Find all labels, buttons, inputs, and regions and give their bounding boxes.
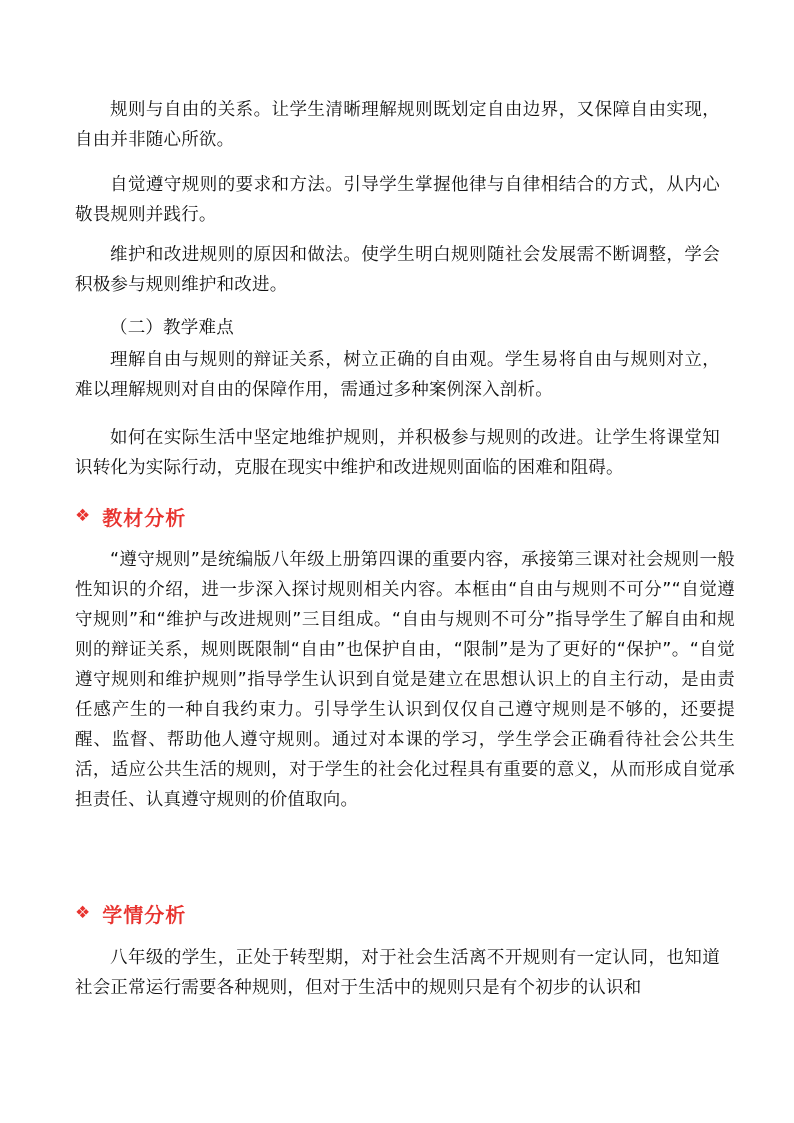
student-analysis-paragraph: 八年级的学生，正处于转型期，对于社会生活离不开规则有一定认同，也知道社会正常运行需要各种规则，但对于生活中的规则只是有个初步的认识和 [75,948,720,998]
diamond-bullet-icon: ❖ [75,505,91,526]
diamond-bullet-icon: ❖ [75,902,91,923]
student-analysis-heading [75,895,186,931]
difficulties-subheading: （二）教学难点 [110,318,234,338]
student-analysis-heading-text: 学情分析 [102,902,187,927]
textbook-analysis-paragraph: “遵守规则”是统编版八年级上册第四课的重要内容，承接第三课对社会规则一般性知识的介绍，进一步深入探讨规则相关内容。本框由“自由与规则不可分”“自觉遵守规则”和“维护与改进规则”三目组成。“自由与规则不可分”指导学生了解自由和规则的辩证关系，规则既限制“自由”也保护自由，“限制”是为了更好的“保护”。“自觉遵守规则和维护规则”指导学生认识到自觉是建立在思想认识上的自主行动，是由责任感产生的一种自我约束力。引导学生认识到仅仅自己遵守规则是不够的，还要提醒、监督、帮助他人遵守规则。通过对本课的学习，学生学会正确看待社会公共生活，适应公共生活的规则，对于学生的社会化过程具有重要的意义，从而形成自觉承担责任、认真遵守规则的价值取向。 [75,550,735,810]
textbook-analysis-heading-text: 教材分析 [102,505,187,530]
objective-obey-rules-paragraph: 自觉遵守规则的要求和方法。引导学生掌握他律与自律相结合的方式，从内心敬畏规则并践行。 [75,175,720,225]
difficulty-dialectic-paragraph: 理解自由与规则的辩证关系，树立正确的自由观。学生易将自由与规则对立，难以理解规则对自由的保障作用，需通过多种案例深入剖析。 [75,350,720,400]
objective-maintain-rules-paragraph: 维护和改进规则的原因和做法。使学生明白规则随社会发展需不断调整，学会积极参与规则维护和改进。 [75,245,720,295]
textbook-analysis-heading [75,498,186,534]
objective-freedom-rules-paragraph: 规则与自由的关系。让学生清晰理解规则既划定自由边界，又保障自由实现，自由并非随心所欲。 [75,100,720,150]
difficulty-practice-paragraph: 如何在实际生活中坚定地维护规则，并积极参与规则的改进。让学生将课堂知识转化为实际行动，克服在现实中维护和改进规则面临的困难和阻碍。 [75,428,720,478]
